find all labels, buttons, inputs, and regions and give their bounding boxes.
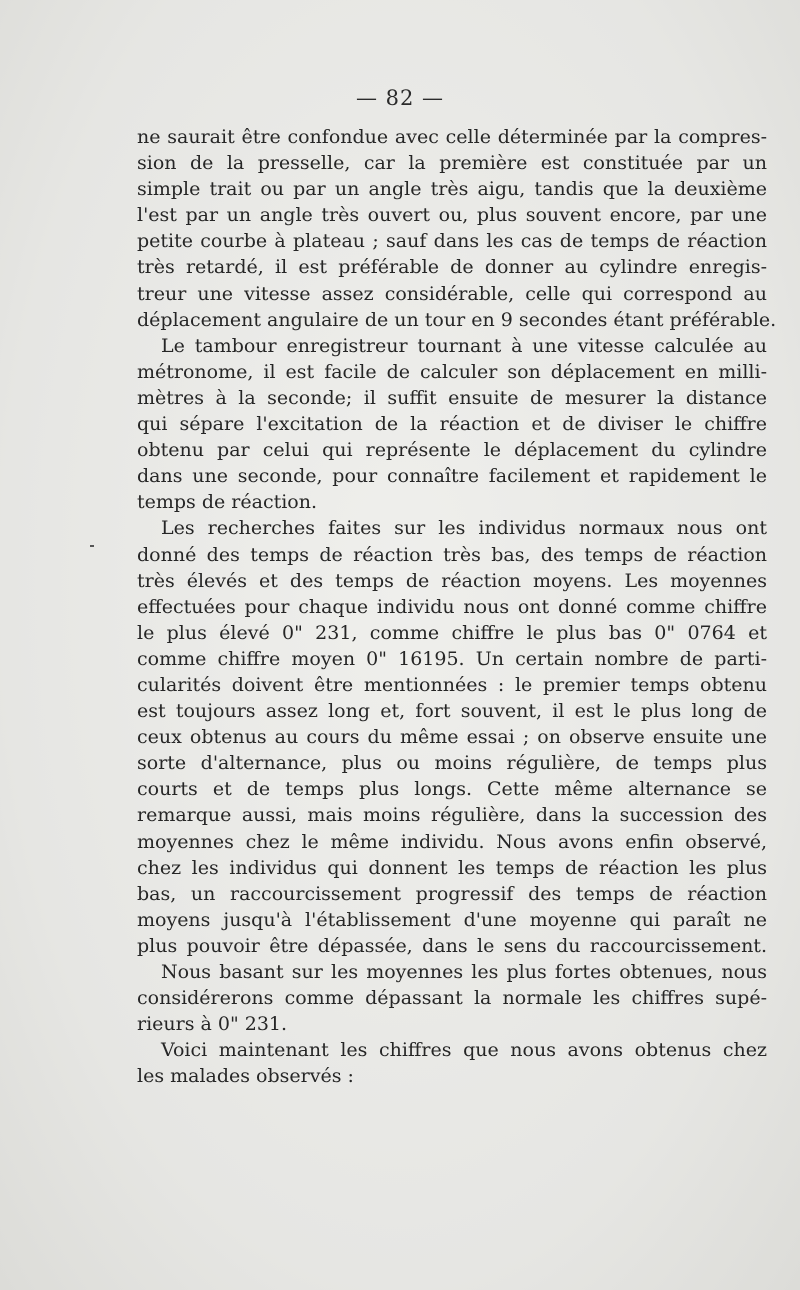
- text-line: très retardé, il est préférable de donner au cylindre enregis-: [137, 256, 767, 279]
- text-line: Voici maintenant les chiffres que nous avons obtenus chez: [161, 1039, 767, 1062]
- text-line: dans une seconde, pour connaître facilement et rapidement le: [137, 465, 767, 488]
- text-line: les malades observés :: [137, 1065, 354, 1088]
- text-line: ceux obtenus au cours du même essai ; on observe ensuite une: [137, 726, 767, 749]
- text-line: chez les individus qui donnent les temps de réaction les plus: [137, 856, 767, 879]
- text-line: l'est par un angle très ouvert ou, plus souvent encore, par une: [137, 204, 767, 227]
- text-line: temps de réaction.: [137, 491, 318, 514]
- text-line: considérerons comme dépassant la normale les chiffres supé-: [137, 987, 767, 1010]
- text-line: sion de la presselle, car la première est constituée par un: [137, 152, 767, 175]
- text-line: obtenu par celui qui représente le déplacement du cylindre: [137, 439, 767, 462]
- text-line: plus pouvoir être dépassée, dans le sens du raccourcissement.: [137, 934, 767, 957]
- text-line: déplacement angulaire de un tour en 9 secondes étant préférable.: [137, 308, 777, 331]
- text-line: rieurs à 0" 231.: [137, 1013, 288, 1036]
- text-line: sorte d'alternance, plus ou moins régulière, de temps plus: [137, 752, 767, 775]
- text-line: petite courbe à plateau ; sauf dans les cas de temps de réaction: [137, 230, 767, 253]
- text-line: le plus élevé 0" 231, comme chiffre le plus bas 0" 0764 et: [137, 621, 767, 644]
- text-line: mètres à la seconde; il suffit ensuite de mesurer la distance: [137, 386, 767, 409]
- text-line: remarque aussi, mais moins régulière, dans la succession des: [137, 804, 767, 827]
- body-text: [137, 124, 777, 1089]
- text-line: Les recherches faites sur les individus normaux nous ont: [161, 517, 767, 540]
- text-line: ne saurait être confondue avec celle déterminée par la compres-: [137, 126, 767, 148]
- text-line: simple trait ou par un angle très aigu, tandis que la deuxième: [137, 178, 767, 201]
- text-line: donné des temps de réaction très bas, des temps de réaction: [137, 543, 767, 566]
- text-line: bas, un raccourcissement progressif des temps de réaction: [137, 882, 767, 905]
- text-line: Nous basant sur les moyennes les plus fortes obtenues, nous: [161, 961, 767, 983]
- text-line: moyennes chez le même individu. Nous avons enfin observé,: [137, 830, 767, 853]
- text-line: courts et de temps plus longs. Cette même alternance se: [137, 778, 767, 801]
- text-line: très élevés et des temps de réaction moyens. Les moyennes: [137, 569, 767, 592]
- margin-mark: [90, 545, 94, 547]
- text-line: comme chiffre moyen 0" 16195. Un certain nombre de parti-: [137, 647, 767, 670]
- text-line: Le tambour enregistreur tournant à une vitesse calculée au: [161, 334, 767, 357]
- text-line: est toujours assez long et, fort souvent, il est le plus long de: [137, 700, 767, 723]
- page-number: — 82 —: [355, 86, 445, 110]
- text-line: moyens jusqu'à l'établissement d'une moyenne qui paraît ne: [137, 908, 767, 931]
- text-line: métronome, il est facile de calculer son déplacement en milli-: [137, 360, 767, 383]
- text-line: qui sépare l'excitation de la réaction et de diviser le chiffre: [137, 413, 767, 436]
- text-line: effectuées pour chaque individu nous ont donné comme chiffre: [137, 595, 767, 618]
- text-line: treur une vitesse assez considérable, celle qui correspond au: [137, 282, 767, 305]
- text-line: cularités doivent être mentionnées : le premier temps obtenu: [137, 673, 767, 696]
